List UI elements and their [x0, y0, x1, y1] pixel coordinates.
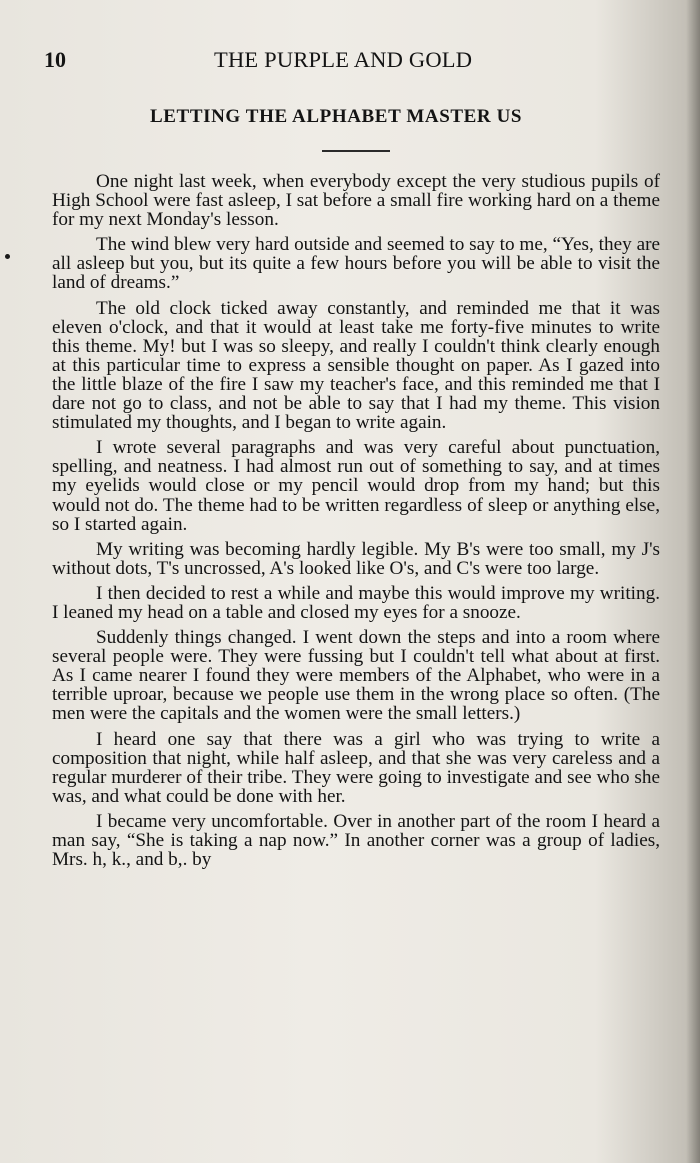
- paragraph-7: Suddenly things changed. I went down the steps and into a room where several people were. They were fussing but I couldn't tell what about at first. As I came nearer I found they were members of the Alphabet, who were in a terrible uproar, because we people use them in the wrong place so often. (The men were the capitals and the women were the small letters.): [52, 627, 660, 725]
- paragraph-8: I heard one say that there was a girl who was trying to write a composition that night, while half asleep, and that she was very careless and a regular murderer of their tribe. They were going to investigate and see who she was, and what could be done with her.: [52, 728, 660, 807]
- article-body: [52, 172, 660, 875]
- paragraph-4: I wrote several paragraphs and was very careful about punctuation, spelling, and neatness. I had almost run out of something to say, and at times my eyelids would close or my pencil would drop from my hand; but this would not do. The theme had to be written regardless of sleep or anything else, so I started again.: [52, 437, 660, 535]
- margin-dot: [5, 254, 10, 259]
- paragraph-9: I became very uncomfortable. Over in another part of the room I heard a man say, “She is taking a nap now.” In another corner was a group of ladies, Mrs. h, k., and b,. by: [52, 810, 660, 871]
- article-title: LETTING THE ALPHABET MASTER US: [150, 106, 523, 127]
- page-gutter-shadow: [686, 0, 700, 1163]
- paragraph-1: One night last week, when everybody except the very studious pupils of High School were fast asleep, I sat before a small fire working hard on a theme for my next Monday's lesson.: [52, 171, 660, 231]
- paragraph-6: I then decided to rest a while and maybe this would improve my writing. I leaned my head on a table and closed my eyes for a snooze.: [52, 582, 660, 623]
- title-divider: [322, 150, 390, 152]
- paragraph-5: My writing was becoming hardly legible. My B's were too small, my J's without dots, T's uncrossed, A's looked like O's, and C's were too large.: [52, 538, 660, 579]
- paragraph-2: The wind blew very hard outside and seemed to say to me, “Yes, they are all asleep but you, but its quite a few hours before you will be able to visit the land of dreams.”: [52, 234, 660, 294]
- page-number: 10: [44, 47, 66, 72]
- running-title: THE PURPLE AND GOLD: [214, 47, 473, 72]
- paragraph-3: The old clock ticked away constantly, and reminded me that it was eleven o'clock, and that it would at least take me forty-five minutes to write this theme. My! but I was so sleepy, and really I couldn't think clearly enough at this particular time to express a sensible thought on paper. As I gazed into the little blaze of the fire I saw my teacher's face, and this reminded me that I dare not go to class, and not be able to say that I had my theme. This vision stimulated my thoughts, and I began to write again.: [52, 297, 660, 434]
